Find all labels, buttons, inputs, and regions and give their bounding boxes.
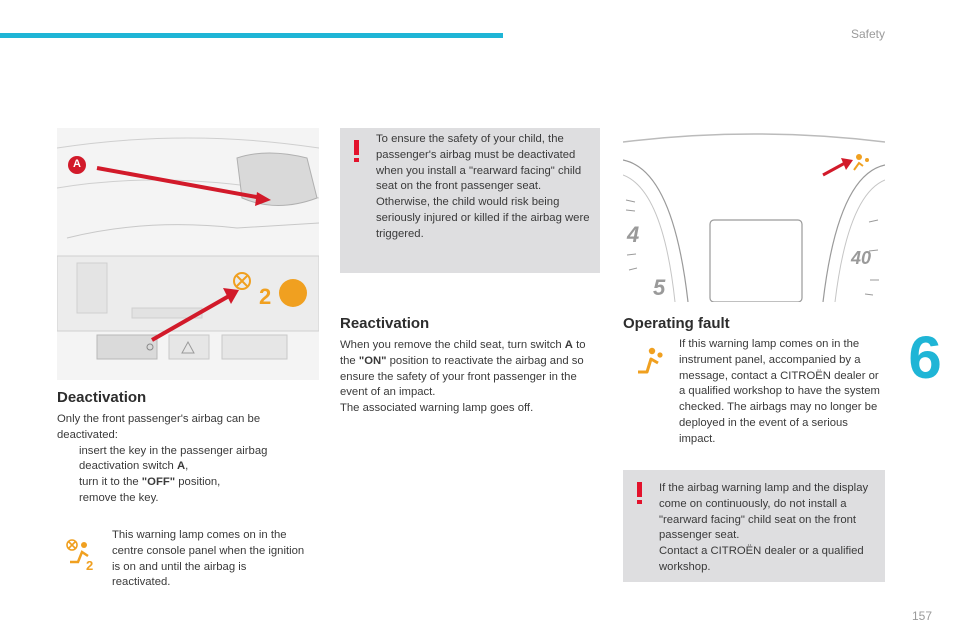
instrument-panel-illustration — [623, 130, 885, 302]
gauge-number-4: 4 — [627, 222, 640, 247]
icon-label-2: 2 — [259, 284, 272, 309]
deactivation-step-3: remove the key. — [79, 491, 159, 504]
continuous-lamp-warning-text — [659, 481, 881, 576]
operating-fault-text: If this warning lamp comes on in the instrument panel, accompanied by a message, contact a CITROËN dealer or a qualified workshop to have the system checked. The airbags may no longer be deployed in the event of a serious impact. — [679, 338, 880, 445]
child-seat-warning-box — [340, 128, 600, 273]
airbag-warning-lamp-icon — [634, 346, 664, 376]
continuous-lamp-instruction: If the airbag warning lamp and the display come on continuously, do not install a "rearward facing" child seat on the front passenger seat. — [659, 482, 869, 542]
reactivation-paragraph: When you remove the child seat, turn switch A to the "ON" position to reactivate the airbag and so ensure the safety of your front passenger in the event of an impact. — [340, 339, 586, 399]
reactivation-body — [340, 338, 598, 417]
deactivation-intro: Only the front passenger's airbag can be deactivated: — [57, 413, 261, 441]
child-seat-warning-text: To ensure the safety of your child, the passenger's airbag must be deactivated when you install a "rearward facing" child seat on the front passenger seat. Otherwise, the child would risk being seriously injured or killed if the airbag were triggered. — [376, 133, 590, 240]
passenger-airbag-off-icon — [64, 538, 98, 572]
deactivation-lamp-text: This warning lamp comes on in the centre console panel when the ignition is on and until the airbag is reactivated. — [112, 529, 305, 589]
svg-text:2: 2 — [86, 558, 94, 572]
exclamation-warning-icon — [352, 140, 362, 162]
operating-fault-heading: Operating fault — [623, 315, 730, 332]
deactivation-steps — [57, 444, 297, 507]
reactivation-heading: Reactivation — [340, 315, 430, 332]
continuous-lamp-warning-box — [623, 470, 885, 582]
continuous-lamp-contact: Contact a CITROËN dealer or a qualified workshop. — [659, 545, 864, 573]
deactivation-step-1: insert the key in the passenger airbag deactivation switch A, — [79, 444, 268, 473]
exclamation-warning-icon — [635, 482, 645, 504]
gauge-number-40: 40 — [851, 248, 872, 268]
deactivation-body — [57, 412, 297, 507]
dashboard-switch-illustration — [57, 128, 319, 380]
gauge-number-5: 5 — [653, 275, 666, 300]
reactivation-lamp-off-text: The associated warning lamp goes off. — [340, 402, 534, 415]
switch-label-a: A — [73, 158, 81, 170]
page-number: 157 — [912, 609, 933, 623]
dashboard-drawing — [57, 128, 319, 380]
header-accent-bar — [0, 33, 503, 38]
section-title: Safety — [850, 27, 885, 41]
deactivation-step-2: turn it to the "OFF" position, — [79, 476, 221, 489]
chapter-number: 6 — [908, 324, 942, 391]
deactivation-heading: Deactivation — [57, 389, 147, 406]
